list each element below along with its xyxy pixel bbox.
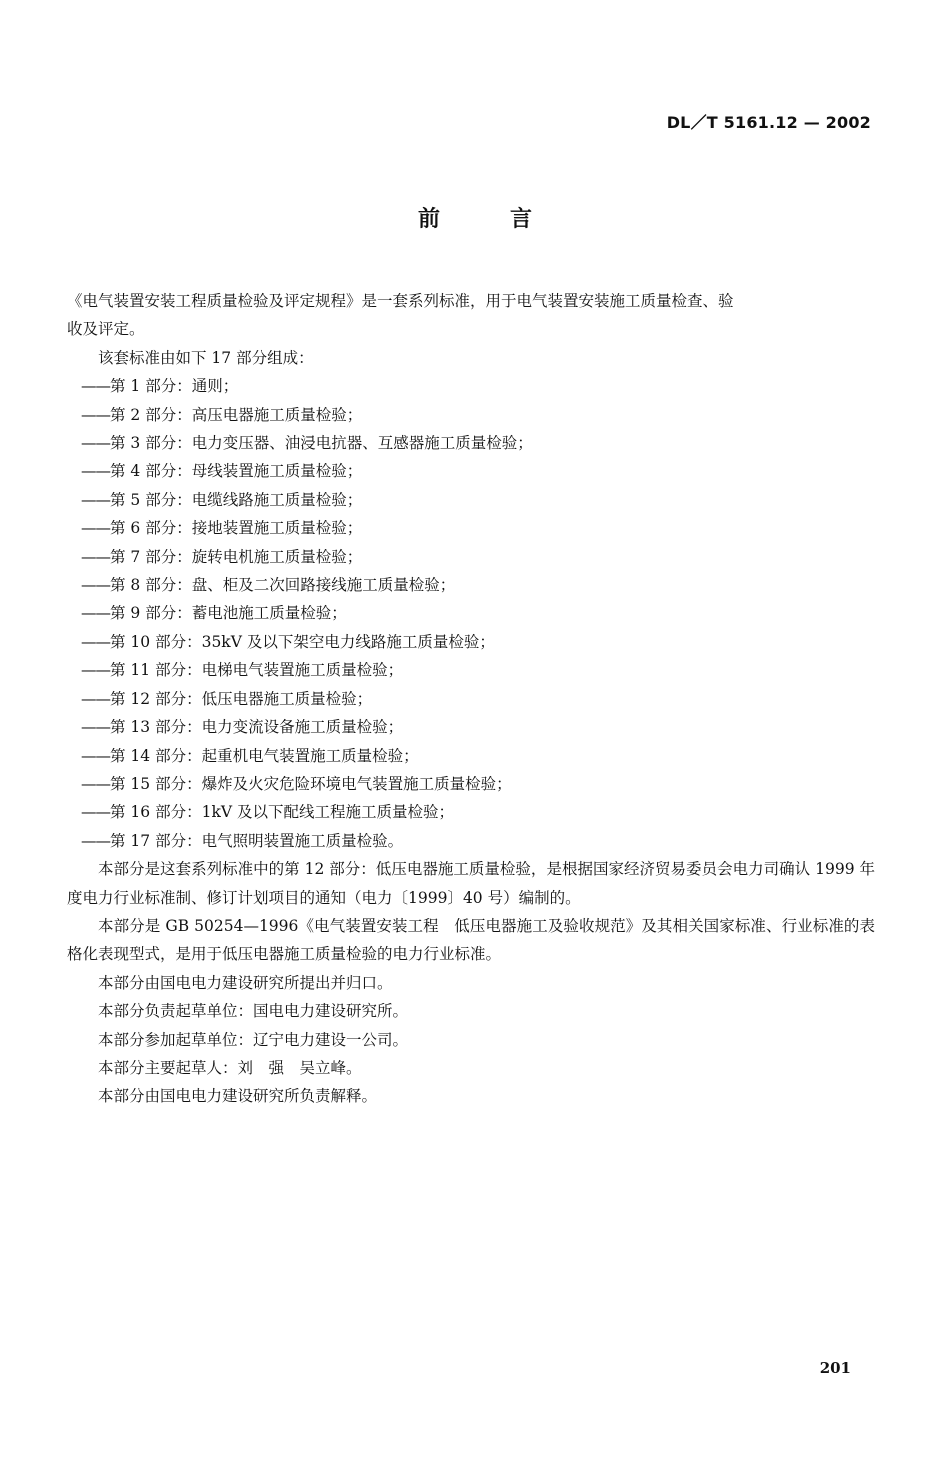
dash-prefix: —— — [81, 831, 110, 850]
document-body — [67, 287, 875, 1111]
list-item — [67, 599, 875, 627]
dash-prefix: —— — [81, 576, 110, 595]
parts-list — [67, 372, 875, 855]
list-item — [67, 514, 875, 542]
paragraph-proposer: 本部分由国电电力建设研究所提出并归口。 — [98, 973, 393, 992]
part-text: 第 14 部分：起重机电气装置施工质量检验； — [110, 746, 419, 765]
list-item — [67, 401, 875, 429]
list-item — [67, 685, 875, 713]
list-item — [67, 571, 875, 599]
dash-prefix: —— — [81, 632, 110, 651]
dash-prefix: —— — [81, 405, 110, 424]
part-text: 第 3 部分：电力变压器、油浸电抗器、互感器施工质量检验； — [110, 434, 533, 453]
dash-prefix: —— — [81, 803, 110, 822]
list-item — [67, 429, 875, 457]
dash-prefix: —— — [81, 774, 110, 793]
paragraph-part-12: 本部分是这套系列标准中的第 12 部分：低压电器施工质量检验，是根据国家经济贸易委员会电力司确认 1999 年度电力行业标准制、修订计划项目的通知（电力〔1999〕40 号）编制的。 — [67, 860, 875, 907]
dash-prefix: —— — [81, 462, 110, 481]
standard-code: DL／T 5161.12 — 2002 — [666, 113, 871, 132]
paragraph-main-drafters: 本部分主要起草人：刘 强 吴立峰。 — [98, 1058, 362, 1077]
part-text: 第 15 部分：爆炸及火灾危险环境电气装置施工质量检验； — [110, 774, 512, 793]
dash-prefix: —— — [81, 434, 110, 453]
part-text: 第 8 部分：盘、柜及二次回路接线施工质量检验； — [110, 576, 456, 595]
paragraph-participating-unit: 本部分参加起草单位：辽宁电力建设一公司。 — [98, 1030, 409, 1049]
part-text: 第 6 部分：接地装置施工质量检验； — [110, 519, 363, 538]
part-text: 第 12 部分：低压电器施工质量检验； — [110, 689, 373, 708]
part-text: 第 16 部分：1kV 及以下配线工程施工质量检验； — [110, 803, 454, 822]
list-item — [67, 827, 875, 855]
part-text: 第 1 部分：通则； — [110, 377, 239, 396]
page-title: 前言 — [417, 207, 602, 232]
dash-prefix: —— — [81, 547, 110, 566]
list-item — [67, 713, 875, 741]
part-text: 第 17 部分：电气照明装置施工质量检验。 — [110, 831, 404, 850]
dash-prefix: —— — [81, 661, 110, 680]
part-text: 第 7 部分：旋转电机施工质量检验； — [110, 547, 363, 566]
paragraph-interpretation: 本部分由国电电力建设研究所负责解释。 — [98, 1087, 378, 1106]
list-item — [67, 656, 875, 684]
dash-prefix: —— — [81, 689, 110, 708]
part-text: 第 5 部分：电缆线路施工质量检验； — [110, 490, 363, 509]
part-text: 第 13 部分：电力变流设备施工质量检验； — [110, 718, 404, 737]
list-item — [67, 770, 875, 798]
page-number: 201 — [819, 1359, 851, 1377]
dash-prefix: —— — [81, 377, 110, 396]
list-item — [67, 742, 875, 770]
intro-line-1: 《电气装置安装工程质量检验及评定规程》是一套系列标准，用于电气装置安装施工质量检查、验 — [67, 292, 734, 310]
paragraph-drafting-unit: 本部分负责起草单位：国电电力建设研究所。 — [98, 1002, 409, 1021]
dash-prefix: —— — [81, 604, 110, 623]
dash-prefix: —— — [81, 746, 110, 765]
list-item — [67, 372, 875, 400]
part-text: 第 9 部分：蓄电池施工质量检验； — [110, 604, 347, 623]
dash-prefix: —— — [81, 490, 110, 509]
part-text: 第 2 部分：高压电器施工质量检验； — [110, 405, 363, 424]
list-item — [67, 486, 875, 514]
dash-prefix: —— — [81, 718, 110, 737]
list-item — [67, 798, 875, 826]
list-item — [67, 543, 875, 571]
paragraph-basis-standard: 本部分是 GB 50254—1996《电气装置安装工程 低压电器施工及验收规范》及其相关国家标准、行业标准的表格化表现型式，是用于低压电器施工质量检验的电力行业标准。 — [67, 916, 875, 964]
dash-prefix: —— — [81, 519, 110, 538]
list-item — [67, 628, 875, 656]
composition-statement: 该套标准由如下 17 部分组成： — [98, 348, 314, 367]
part-text: 第 11 部分：电梯电气装置施工质量检验； — [110, 661, 404, 680]
part-text: 第 10 部分：35kV 及以下架空电力线路施工质量检验； — [110, 632, 495, 651]
intro-line-2: 收及评定。 — [67, 320, 145, 339]
part-text: 第 4 部分：母线装置施工质量检验； — [110, 462, 363, 481]
list-item — [67, 457, 875, 485]
